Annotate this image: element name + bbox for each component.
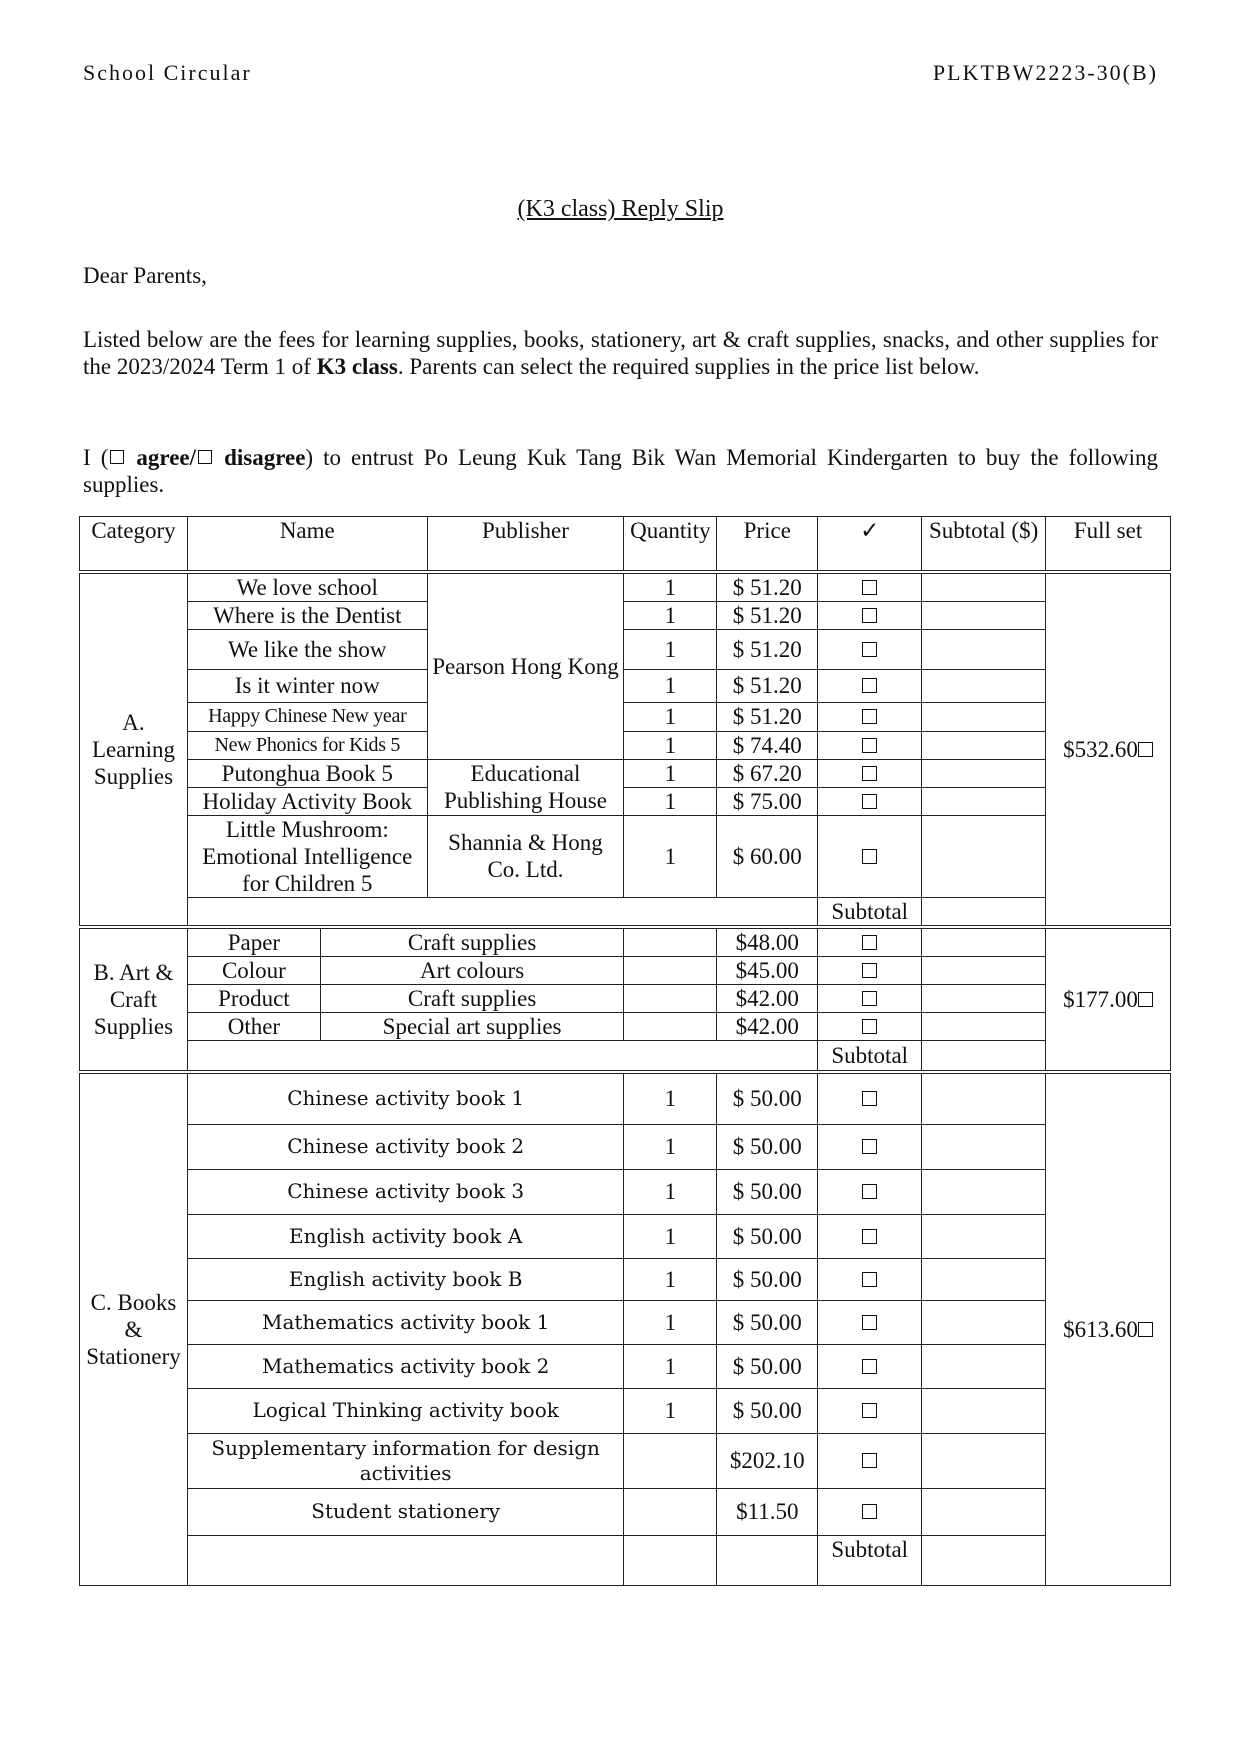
item-price: $ 50.00 <box>717 1169 818 1214</box>
subtotal-row-c <box>80 1535 1171 1585</box>
table-row <box>80 787 1171 815</box>
table-row <box>80 1300 1171 1344</box>
category-c: C. Books & Stationery <box>80 1072 188 1585</box>
item-name: Logical Thinking activity book <box>187 1388 623 1433</box>
page-title: (K3 class) Reply Slip <box>517 196 724 222</box>
header-fullset: Full set <box>1046 517 1171 572</box>
item-name: New Phonics for Kids 5 <box>187 731 427 759</box>
fullset-c[interactable]: $613.60 <box>1046 1072 1171 1585</box>
item-qty: 1 <box>624 1388 717 1433</box>
table-row <box>80 956 1171 984</box>
art-desc: Special art supplies <box>320 1012 624 1040</box>
subtotal-row-a <box>80 897 1171 927</box>
checkbox-icon <box>862 1091 877 1106</box>
table-row <box>80 629 1171 669</box>
item-checkbox[interactable] <box>818 669 922 702</box>
item-price: $ 74.40 <box>717 731 818 759</box>
item-qty: 1 <box>624 815 717 897</box>
checkbox-icon <box>862 1229 877 1244</box>
circular-label: School Circular <box>83 60 252 85</box>
checkbox-icon <box>862 1403 877 1418</box>
item-checkbox[interactable] <box>818 984 922 1012</box>
category-a: A. Learning Supplies <box>80 572 188 927</box>
item-checkbox[interactable] <box>818 1169 922 1214</box>
category-b: B. Art & Craft Supplies <box>80 927 188 1073</box>
item-subtotal[interactable] <box>922 1433 1046 1488</box>
table-row <box>80 1169 1171 1214</box>
item-checkbox[interactable] <box>818 1258 922 1300</box>
checkbox-icon <box>862 991 877 1006</box>
table-row <box>80 1433 1171 1488</box>
table-row <box>80 731 1171 759</box>
header-subtotal: Subtotal ($) <box>922 517 1046 572</box>
item-subtotal[interactable] <box>922 1214 1046 1258</box>
item-qty: 1 <box>624 1258 717 1300</box>
item-qty: 1 <box>624 1124 717 1169</box>
header-publisher: Publisher <box>427 517 624 572</box>
art-desc: Art colours <box>320 956 624 984</box>
item-name: English activity book B <box>187 1258 623 1300</box>
checkbox-icon <box>862 963 877 978</box>
item-subtotal[interactable] <box>922 1344 1046 1388</box>
item-qty: 1 <box>624 601 717 629</box>
subtotal-label: Subtotal <box>818 897 922 927</box>
item-subtotal[interactable] <box>922 1388 1046 1433</box>
checkbox-icon <box>862 580 877 595</box>
item-qty: 1 <box>624 1214 717 1258</box>
item-subtotal[interactable] <box>922 787 1046 815</box>
checkbox-icon <box>862 678 877 693</box>
subtotal-value-c[interactable] <box>922 1535 1046 1585</box>
item-price: $ 50.00 <box>717 1124 818 1169</box>
item-price: $ 51.20 <box>717 669 818 702</box>
item-price: $ 51.20 <box>717 629 818 669</box>
item-qty: 1 <box>624 1169 717 1214</box>
greeting: Dear Parents, <box>83 263 207 288</box>
checkbox-icon <box>862 766 877 781</box>
item-subtotal[interactable] <box>922 956 1046 984</box>
item-qty <box>624 1488 717 1535</box>
item-name: Holiday Activity Book <box>187 787 427 815</box>
item-subtotal[interactable] <box>922 815 1046 897</box>
fullset-a[interactable]: $532.60 <box>1046 572 1171 927</box>
item-checkbox[interactable] <box>818 601 922 629</box>
item-subtotal[interactable] <box>922 702 1046 731</box>
item-qty: 1 <box>624 1300 717 1344</box>
table-header-row <box>80 517 1171 572</box>
table-row <box>80 1124 1171 1169</box>
item-checkbox[interactable] <box>818 1344 922 1388</box>
table-row <box>80 1072 1171 1124</box>
item-qty <box>624 1433 717 1488</box>
item-checkbox[interactable] <box>818 1214 922 1258</box>
item-checkbox[interactable] <box>818 1388 922 1433</box>
item-price: $45.00 <box>717 956 818 984</box>
item-checkbox[interactable] <box>818 629 922 669</box>
table-row <box>80 927 1171 957</box>
table-row <box>80 1214 1171 1258</box>
checkbox-icon <box>862 1019 877 1034</box>
item-checkbox[interactable] <box>818 787 922 815</box>
item-subtotal[interactable] <box>922 601 1046 629</box>
item-qty: 1 <box>624 669 717 702</box>
item-qty: 1 <box>624 1344 717 1388</box>
item-price: $ 75.00 <box>717 787 818 815</box>
item-price: $48.00 <box>717 927 818 957</box>
item-subtotal[interactable] <box>922 572 1046 602</box>
item-price: $ 50.00 <box>717 1072 818 1124</box>
item-checkbox[interactable] <box>818 815 922 897</box>
table-row <box>80 815 1171 897</box>
publisher-educational: Educational Publishing House <box>427 759 624 815</box>
item-name: Is it winter now <box>187 669 427 702</box>
checkbox-icon <box>862 794 877 809</box>
checkbox-icon <box>862 1359 877 1374</box>
item-qty: 1 <box>624 787 717 815</box>
header-price: Price <box>717 517 818 572</box>
item-subtotal[interactable] <box>922 927 1046 957</box>
subtotal-label: Subtotal <box>818 1535 922 1585</box>
item-price: $ 60.00 <box>717 815 818 897</box>
class-name: K3 class <box>316 354 398 379</box>
item-checkbox[interactable] <box>818 1488 922 1535</box>
header-name: Name <box>187 517 427 572</box>
supplies-table <box>79 516 1171 1586</box>
table-row <box>80 1488 1171 1535</box>
table-row <box>80 702 1171 731</box>
subtotal-row-b <box>80 1040 1171 1072</box>
item-name: Happy Chinese New year <box>187 702 427 731</box>
publisher-pearson: Pearson Hong Kong <box>427 572 624 760</box>
item-subtotal[interactable] <box>922 984 1046 1012</box>
item-checkbox[interactable] <box>818 1124 922 1169</box>
item-name: Chinese activity book 3 <box>187 1169 623 1214</box>
item-subtotal[interactable] <box>922 1258 1046 1300</box>
intro-paragraph: Listed below are the fees for learning supplies, books, stationery, art & craft supplies, snacks, and other supplies for the 2023/2024 Term 1 of K3 class. Parents can select the required supplies in the price list below. <box>83 327 1158 379</box>
item-checkbox[interactable] <box>818 1300 922 1344</box>
item-subtotal[interactable] <box>922 759 1046 787</box>
checkbox-icon <box>862 1453 877 1468</box>
table-row <box>80 1012 1171 1040</box>
checkbox-icon <box>862 1184 877 1199</box>
item-price: $ 50.00 <box>717 1214 818 1258</box>
item-price: $ 51.20 <box>717 702 818 731</box>
item-subtotal[interactable] <box>922 1488 1046 1535</box>
item-qty: 1 <box>624 702 717 731</box>
item-price: $ 51.20 <box>717 601 818 629</box>
item-name: Putonghua Book 5 <box>187 759 427 787</box>
item-price: $42.00 <box>717 1012 818 1040</box>
item-name: Chinese activity book 1 <box>187 1072 623 1124</box>
item-price: $ 67.20 <box>717 759 818 787</box>
item-qty: 1 <box>624 572 717 602</box>
art-type: Colour <box>187 956 320 984</box>
item-name: Mathematics activity book 2 <box>187 1344 623 1388</box>
item-name: Supplementary information for design activities <box>187 1433 623 1488</box>
table-row <box>80 1344 1171 1388</box>
table-row <box>80 601 1171 629</box>
publisher-shannia: Shannia & Hong Co. Ltd. <box>427 815 624 897</box>
table-row <box>80 984 1171 1012</box>
art-type: Other <box>187 1012 320 1040</box>
item-checkbox[interactable] <box>818 1012 922 1040</box>
circular-reference: PLKTBW2223-30(B) <box>932 60 1158 85</box>
art-type: Product <box>187 984 320 1012</box>
checkbox-icon <box>862 608 877 623</box>
item-name: We like the show <box>187 629 427 669</box>
consent-statement: I ( agree/ disagree) to entrust Po Leung Kuk Tang Bik Wan Memorial Kindergarten to buy the following supplies. <box>83 445 1159 497</box>
checkbox-icon <box>862 935 877 950</box>
item-price: $42.00 <box>717 984 818 1012</box>
checkbox-icon <box>862 1315 877 1330</box>
table-row <box>80 1388 1171 1433</box>
item-price: $ 51.20 <box>717 572 818 602</box>
item-subtotal[interactable] <box>922 1072 1046 1124</box>
subtotal-value-a[interactable] <box>922 897 1046 927</box>
table-row <box>80 572 1171 602</box>
fullset-b[interactable]: $177.00 <box>1046 927 1171 1073</box>
item-subtotal[interactable] <box>922 629 1046 669</box>
checkbox-icon <box>862 1272 877 1287</box>
item-name: English activity book A <box>187 1214 623 1258</box>
checkbox-icon <box>862 642 877 657</box>
item-qty: 1 <box>624 731 717 759</box>
header-tick: ✓ <box>818 517 922 572</box>
table-row <box>80 759 1171 787</box>
item-qty: 1 <box>624 759 717 787</box>
item-checkbox[interactable] <box>818 1433 922 1488</box>
item-name: We love school <box>187 572 427 602</box>
item-checkbox[interactable] <box>818 1072 922 1124</box>
item-price: $202.10 <box>717 1433 818 1488</box>
agree-checkbox[interactable] <box>110 450 124 464</box>
item-subtotal[interactable] <box>922 1124 1046 1169</box>
table-row <box>80 669 1171 702</box>
item-subtotal[interactable] <box>922 669 1046 702</box>
item-name: Student stationery <box>187 1488 623 1535</box>
item-checkbox[interactable] <box>818 572 922 602</box>
fullset-checkbox-icon <box>1138 992 1153 1007</box>
checkbox-icon <box>862 1504 877 1519</box>
item-qty: 1 <box>624 629 717 669</box>
subtotal-value-b[interactable] <box>922 1040 1046 1072</box>
table-row <box>80 1258 1171 1300</box>
item-subtotal[interactable] <box>922 1169 1046 1214</box>
fullset-checkbox-icon <box>1138 742 1153 757</box>
disagree-checkbox[interactable] <box>198 450 212 464</box>
item-price: $ 50.00 <box>717 1300 818 1344</box>
art-desc: Craft supplies <box>320 984 624 1012</box>
checkbox-icon <box>862 849 877 864</box>
item-subtotal[interactable] <box>922 731 1046 759</box>
item-qty: 1 <box>624 1072 717 1124</box>
item-checkbox[interactable] <box>818 702 922 731</box>
subtotal-label: Subtotal <box>818 1040 922 1072</box>
item-price: $11.50 <box>717 1488 818 1535</box>
art-desc: Craft supplies <box>320 927 624 957</box>
item-name: Mathematics activity book 1 <box>187 1300 623 1344</box>
header-category: Category <box>80 517 188 572</box>
item-checkbox[interactable] <box>818 927 922 957</box>
checkbox-icon <box>862 1139 877 1154</box>
item-checkbox[interactable] <box>818 731 922 759</box>
item-name: Little Mushroom: Emotional Intelligence for Children 5 <box>187 815 427 897</box>
item-name: Where is the Dentist <box>187 601 427 629</box>
checkbox-icon <box>862 709 877 724</box>
fullset-checkbox-icon <box>1138 1322 1153 1337</box>
header-quantity: Quantity <box>624 517 717 572</box>
item-checkbox[interactable] <box>818 956 922 984</box>
checkbox-icon <box>862 738 877 753</box>
item-price: $ 50.00 <box>717 1344 818 1388</box>
item-price: $ 50.00 <box>717 1388 818 1433</box>
item-checkbox[interactable] <box>818 759 922 787</box>
item-name: Chinese activity book 2 <box>187 1124 623 1169</box>
art-type: Paper <box>187 927 320 957</box>
item-subtotal[interactable] <box>922 1300 1046 1344</box>
item-price: $ 50.00 <box>717 1258 818 1300</box>
item-subtotal[interactable] <box>922 1012 1046 1040</box>
